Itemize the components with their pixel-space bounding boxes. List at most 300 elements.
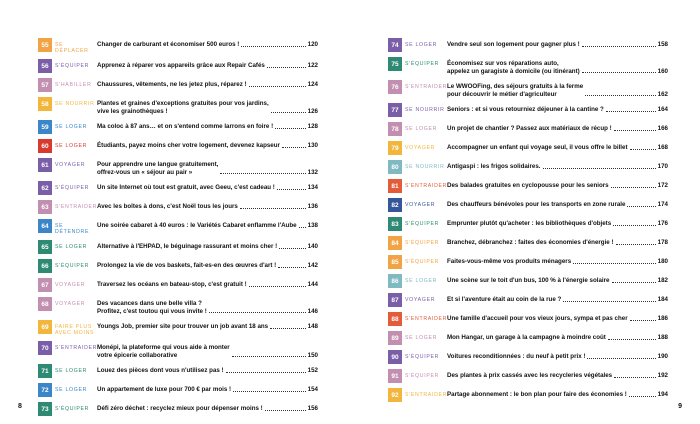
toc-entry [38, 158, 318, 176]
entry-page-number: 130 [307, 142, 318, 149]
entry-title [447, 353, 585, 361]
leader-dots [630, 149, 656, 150]
entry-title-text: Prolongez la vie de vos baskets, fait-es-en des œuvres d'art ! [97, 262, 277, 269]
entry-title [447, 220, 611, 228]
leader-dots [249, 86, 306, 87]
entry-title-line [97, 139, 318, 150]
entry-title-text: pour découvrir le métier d'agriculteur [447, 90, 557, 98]
toc-entry [38, 139, 318, 153]
toc-entry [388, 103, 668, 117]
entry-number-badge: 71 [38, 364, 52, 378]
leader-dots [277, 189, 306, 190]
leader-dots [220, 173, 305, 174]
entry-category: S'ÉQUIPER [405, 354, 440, 360]
entry-title [447, 182, 609, 190]
entry-title [447, 372, 612, 380]
entry-title-text: Youngs Job, premier site pour trouver un job avant 18 ans [97, 323, 269, 330]
toc-entry [388, 217, 668, 231]
entry-title-text: Une famille d'accueil pour vos vieux jours, sympa et pas cher [447, 315, 628, 322]
entry-page-number: 154 [307, 386, 318, 393]
entry-number-badge: 70 [38, 341, 52, 355]
entry-title-line [447, 57, 668, 75]
entry-page-number: 176 [657, 220, 668, 227]
entry-title [97, 405, 263, 413]
toc-entry [38, 297, 318, 315]
leader-dots [606, 111, 656, 112]
leader-dots [627, 206, 655, 207]
toc-entry [38, 383, 318, 397]
entry-title-text: Des vacances dans une belle villa ? [97, 300, 202, 307]
toc-right [388, 38, 668, 407]
entry-page-number: 170 [657, 163, 668, 170]
toc-entry [388, 312, 668, 326]
entry-category: VOYAGER [55, 162, 86, 168]
entry-title [447, 163, 541, 171]
entry-title-text: Plantes et graines d'exceptions gratuites pour vos jardins, [97, 100, 269, 107]
entry-title-line [447, 293, 668, 304]
toc-entry [388, 122, 668, 136]
entry-number-badge: 65 [38, 240, 52, 254]
entry-category: S'ÉQUIPER [55, 185, 90, 191]
leader-dots [612, 282, 656, 283]
entry-number-badge: 68 [38, 297, 52, 311]
entry-number-badge: 80 [388, 160, 402, 174]
entry-number-badge: 63 [38, 200, 52, 214]
entry-title-line [97, 181, 318, 192]
entry-title-text: Accompagner un enfant qui voyage seul, il vous offre le billet [447, 144, 628, 151]
entry-page-number: 182 [657, 277, 668, 284]
entry-title [447, 201, 625, 209]
entry-title [97, 281, 247, 289]
entry-title-line [97, 120, 318, 131]
entry-category: VOYAGER [55, 301, 86, 307]
entry-category: S'ÉQUIPER [405, 373, 440, 379]
entry-page-number: 162 [657, 90, 668, 98]
entry-page-number: 134 [307, 184, 318, 191]
leader-dots [582, 46, 656, 47]
entry-category: VOYAGER [405, 297, 436, 303]
entry-page-number: 158 [657, 41, 668, 48]
leader-dots [630, 320, 656, 321]
entry-category: SE NOURRIR [55, 101, 95, 107]
entry-title-line [447, 369, 668, 380]
toc-entry [388, 38, 668, 52]
entry-title-text: Louez des pièces dont vous n'utilisez pas ! [97, 367, 224, 374]
toc-entry [38, 97, 318, 115]
entry-category: VOYAGER [405, 145, 436, 151]
entry-title-text: Avec les boîtes à dons, c'est Noël tous les jours [97, 203, 238, 210]
entry-title [97, 123, 273, 131]
toc-entry [388, 255, 668, 269]
entry-title-text: Pour apprendre une langue gratuitement, [97, 161, 219, 168]
entry-title-text: Branchez, débranchez : faites des économies d'énergie ! [447, 239, 614, 246]
entry-number-badge: 76 [388, 80, 402, 94]
entry-number-badge: 86 [388, 274, 402, 288]
entry-number-badge: 66 [38, 259, 52, 273]
entry-title-line [97, 59, 318, 70]
toc-entry [388, 293, 668, 307]
entry-page-number: 150 [307, 351, 318, 359]
entry-title-line [447, 141, 668, 152]
entry-category: SE LOGER [405, 42, 438, 48]
entry-title-line [447, 179, 668, 190]
entry-title [447, 83, 583, 98]
entry-title-text: votre épicerie collaborative [97, 351, 178, 359]
entry-number-badge: 90 [388, 350, 402, 364]
entry-title-text: Et si l'aventure était au coin de la rue ? [447, 296, 562, 303]
entry-category: S'ENTRAIDER [405, 84, 448, 90]
entry-title-line [97, 200, 318, 211]
entry-title-text: Économisez sur vos réparations auto, [447, 60, 559, 67]
entry-category: SE LOGER [405, 335, 438, 341]
entry-title-text: vive les grainothèques ! [97, 107, 168, 115]
leader-dots [299, 227, 306, 228]
entry-page-number: 188 [657, 334, 668, 341]
leader-dots [573, 263, 656, 264]
entry-title [97, 100, 269, 115]
entry-page-number: 194 [657, 391, 668, 398]
entry-title-line [97, 320, 318, 331]
entry-category: SE NOURRIR [405, 164, 445, 170]
leader-dots [629, 396, 656, 397]
entry-title-line [447, 38, 668, 49]
entry-page-number: 152 [307, 367, 318, 374]
entry-title-line [97, 158, 318, 176]
entry-page-number: 128 [307, 123, 318, 130]
toc-entry [388, 350, 668, 364]
entry-title-text: Des plantes à prix cassés avec les recycleries végétales [447, 372, 613, 379]
leader-dots [209, 312, 306, 313]
entry-title [97, 323, 268, 331]
entry-title [97, 184, 275, 192]
toc-entry [38, 59, 318, 73]
entry-title-text: Alternative à l'EHPAD, le béguinage rassurant et moins cher ! [97, 243, 278, 250]
entry-title-text: Profitez, c'est toutou qui vous invite ! [97, 307, 207, 315]
toc-entry [388, 198, 668, 212]
leader-dots [275, 128, 306, 129]
entry-category: S'ÉQUIPER [405, 221, 440, 227]
toc-left [38, 38, 318, 421]
leader-dots [240, 208, 306, 209]
entry-page-number: 178 [657, 239, 668, 246]
leader-dots [587, 358, 655, 359]
entry-title-line [447, 350, 668, 361]
entry-number-badge: 85 [388, 255, 402, 269]
entry-title-text: Vendre seul son logement pour gagner plus ! [447, 41, 580, 48]
leader-dots [614, 130, 656, 131]
entry-number-badge: 56 [38, 59, 52, 73]
leader-dots [267, 67, 306, 68]
entry-title-line [447, 160, 668, 171]
toc-entry [388, 141, 668, 155]
toc-entry [38, 364, 318, 378]
entry-page-number: 166 [657, 125, 668, 132]
entry-category: S'ENTRAIDER [55, 204, 98, 210]
entry-title-line [97, 38, 318, 49]
entry-title-line [447, 236, 668, 247]
page-folio-right: 9 [678, 403, 682, 410]
leader-dots [616, 244, 656, 245]
entry-category: SE NOURRIR [405, 107, 445, 113]
entry-title [447, 144, 628, 152]
entry-category: SE LOGER [55, 387, 88, 393]
leader-dots [608, 339, 656, 340]
entry-title [97, 344, 230, 359]
entry-number-badge: 87 [388, 293, 402, 307]
leader-dots [241, 46, 305, 47]
entry-number-badge: 72 [38, 383, 52, 397]
entry-category: SE LOGER [55, 124, 88, 130]
entry-title [447, 391, 627, 399]
entry-title-text: Un site Internet où tout est gratuit, avec Geeu, c'est cadeau ! [97, 184, 275, 191]
entry-number-badge: 82 [388, 198, 402, 212]
entry-title-text: Ma coloc à 87 ans… et on s'entend comme larrons en foire ! [97, 123, 274, 130]
entry-page-number: 124 [307, 81, 318, 88]
entry-number-badge: 60 [38, 139, 52, 153]
entry-number-badge: 92 [388, 388, 402, 402]
toc-entry [388, 369, 668, 383]
entry-title [97, 367, 224, 375]
entry-number-badge: 62 [38, 181, 52, 195]
entry-title [447, 125, 612, 133]
entry-title [97, 300, 207, 315]
leader-dots [233, 391, 306, 392]
entry-title-line [447, 80, 668, 98]
entry-title-line [97, 341, 318, 359]
entry-category: SE DÉPLACER [55, 42, 89, 54]
entry-title-text: Une soirée cabaret à 40 euros : le Variétés Cabaret enflamme l'Aube [97, 222, 297, 229]
toc-entry [388, 80, 668, 98]
entry-title-line [97, 297, 318, 315]
entry-title-text: Partage abonnement : le bon plan pour faire des économies ! [447, 391, 627, 398]
entry-title [97, 262, 276, 270]
leader-dots [232, 356, 306, 357]
entry-title [447, 277, 610, 285]
entry-number-badge: 69 [38, 320, 52, 334]
entry-category: S'ÉQUIPER [405, 240, 440, 246]
entry-title-line [447, 217, 668, 228]
entry-title-line [97, 259, 318, 270]
entry-title-text: Emprunter plutôt qu'acheter : les bibliothèques d'objets [447, 220, 612, 227]
leader-dots [614, 377, 656, 378]
toc-entry [388, 160, 668, 174]
leader-dots [611, 187, 656, 188]
leader-dots [278, 267, 305, 268]
entry-number-badge: 67 [38, 278, 52, 292]
entry-title [447, 258, 571, 266]
entry-title-line [447, 388, 668, 399]
entry-number-badge: 58 [38, 97, 52, 111]
entry-category: S'ÉQUIPER [405, 259, 440, 265]
entry-title-text: Des chauffeurs bénévoles pour les transports en zone rurale [447, 201, 626, 208]
entry-title-text: offrez-vous un « séjour au pair » [97, 168, 193, 176]
entry-title-text: Traversez les océans en bateau-stop, c'est gratuit ! [97, 281, 247, 288]
entry-category: S'ENTRAIDER [405, 183, 448, 189]
toc-entry [388, 179, 668, 193]
entry-category: VOYAGER [55, 282, 86, 288]
entry-title [447, 296, 561, 304]
toc-entry [38, 240, 318, 254]
entry-title-line [97, 383, 318, 394]
entry-number-badge: 83 [388, 217, 402, 231]
entry-title-line [97, 364, 318, 375]
toc-entry [388, 331, 668, 345]
entry-category: SE LOGER [55, 368, 88, 374]
entry-number-badge: 89 [388, 331, 402, 345]
entry-number-badge: 81 [388, 179, 402, 193]
entry-title-text: Changer de carburant et économiser 500 euros ! [97, 41, 240, 48]
toc-entry [388, 57, 668, 75]
toc-entry [38, 259, 318, 273]
entry-number-badge: 91 [388, 369, 402, 383]
entry-page-number: 180 [657, 258, 668, 265]
entry-number-badge: 88 [388, 312, 402, 326]
toc-entry [38, 278, 318, 292]
entry-page-number: 186 [657, 315, 668, 322]
leader-dots [265, 410, 306, 411]
entry-page-number: 132 [307, 168, 318, 176]
entry-title-text: Une scène sur le toit d'un bus, 100 % à l'énergie solaire [447, 277, 610, 284]
entry-title-text: Antigaspi : les frigos solidaires. [447, 163, 541, 170]
entry-title [97, 142, 280, 150]
entry-category: FAIRE PLUS AVEC MOINS [55, 324, 95, 336]
toc-entry [38, 320, 318, 336]
entry-title-text: Étudiants, payez moins cher votre logement, devenez kapseur [97, 142, 280, 149]
toc-entry [38, 341, 318, 359]
leader-dots [249, 286, 306, 287]
entry-title [97, 222, 297, 230]
toc-entry [388, 388, 668, 402]
entry-title-line [97, 402, 318, 413]
entry-title-text: Seniors : et si vous retourniez déjeuner à la cantine ? [447, 106, 604, 113]
entry-page-number: 140 [307, 243, 318, 250]
entry-page-number: 148 [307, 323, 318, 330]
entry-number-badge: 77 [388, 103, 402, 117]
entry-category: S'ÉQUIPER [55, 263, 90, 269]
entry-title [447, 315, 628, 323]
leader-dots [226, 372, 306, 373]
entry-page-number: 164 [657, 106, 668, 113]
entry-title-line [447, 312, 668, 323]
entry-page-number: 168 [657, 144, 668, 151]
entry-title [447, 60, 580, 75]
entry-category: SE DÉTENDRE [55, 223, 90, 235]
entry-page-number: 192 [657, 372, 668, 379]
toc-entry [38, 402, 318, 416]
entry-title-text: Mon Hangar, un garage à la campagne à moindre coût [447, 334, 606, 341]
entry-number-badge: 57 [38, 78, 52, 92]
toc-entry [38, 200, 318, 214]
leader-dots [270, 328, 306, 329]
entry-page-number: 160 [657, 67, 668, 75]
entry-title [447, 41, 580, 49]
entry-page-number: 138 [307, 222, 318, 229]
entry-title [97, 161, 218, 176]
entry-title-line [447, 198, 668, 209]
entry-number-badge: 73 [38, 402, 52, 416]
leader-dots [279, 248, 306, 249]
entry-title [97, 203, 238, 211]
entry-title [97, 41, 239, 49]
entry-number-badge: 61 [38, 158, 52, 172]
toc-entry [38, 38, 318, 54]
entry-category: S'ENTRAIDER [405, 316, 448, 322]
entry-title-text: Apprenez à réparer vos appareils grâce aux Repair Cafés [97, 62, 265, 69]
entry-page-number: 146 [307, 307, 318, 315]
entry-title [97, 386, 231, 394]
entry-title [447, 106, 604, 114]
entry-number-badge: 55 [38, 38, 52, 52]
toc-entry [38, 120, 318, 134]
entry-title [97, 81, 247, 89]
leader-dots [282, 147, 306, 148]
entry-title-text: Le WWOOFing, des séjours gratuits à la ferme [447, 83, 584, 90]
toc-entry [388, 274, 668, 288]
entry-title-text: Faites-vous-même vos produits ménagers [447, 258, 572, 265]
entry-title [97, 243, 277, 251]
entry-title [447, 334, 606, 342]
toc-entry [38, 219, 318, 235]
right-page [350, 0, 700, 424]
entry-title-line [447, 255, 668, 266]
entry-title-text: Défi zéro déchet : recyclez mieux pour dépenser moins ! [97, 405, 263, 412]
entry-title-text: Chaussures, vêtements, ne les jetez plus, réparez ! [97, 81, 247, 88]
entry-page-number: 172 [657, 182, 668, 189]
entry-page-number: 144 [307, 281, 318, 288]
entry-category: S'ENTRAIDER [55, 345, 98, 351]
leader-dots [613, 225, 655, 226]
entry-title-line [447, 103, 668, 114]
entry-title-text: Un projet de chantier ? Passez aux matériaux de récup ! [447, 125, 612, 132]
entry-number-badge: 64 [38, 219, 52, 233]
entry-page-number: 120 [307, 41, 318, 48]
leader-dots [543, 168, 656, 169]
leader-dots [271, 112, 306, 113]
entry-page-number: 136 [307, 203, 318, 210]
entry-category: S'ÉQUIPER [55, 406, 90, 412]
entry-page-number: 174 [657, 201, 668, 208]
entry-page-number: 142 [307, 262, 318, 269]
entry-number-badge: 84 [388, 236, 402, 250]
entry-number-badge: 78 [388, 122, 402, 136]
entry-page-number: 190 [657, 353, 668, 360]
entry-page-number: 184 [657, 296, 668, 303]
entry-number-badge: 59 [38, 120, 52, 134]
toc-entry [38, 181, 318, 195]
toc-entry [388, 236, 668, 250]
entry-page-number: 156 [307, 405, 318, 412]
page-folio-left: 8 [18, 403, 22, 410]
entry-title-text: Un appartement de luxe pour 700 € par mois ! [97, 386, 232, 393]
entry-page-number: 126 [307, 107, 318, 115]
leader-dots [582, 72, 656, 73]
entry-title [447, 239, 614, 247]
entry-number-badge: 74 [388, 38, 402, 52]
entry-title-line [447, 122, 668, 133]
entry-title-text: Voitures reconditionnées : du neuf à petit prix ! [447, 353, 586, 360]
entry-category: VOYAGER [405, 202, 436, 208]
entry-category: SE LOGER [55, 143, 88, 149]
entry-title-line [97, 78, 318, 89]
entry-title-line [97, 240, 318, 251]
entry-category: SE LOGER [405, 278, 438, 284]
entry-title-text: Monépi, la plateforme qui vous aide à monter [97, 344, 230, 351]
entry-title-line [97, 278, 318, 289]
leader-dots [585, 95, 656, 96]
entry-number-badge: 79 [388, 141, 402, 155]
entry-title-text: Des balades gratuites en cyclopousse pour les seniors [447, 182, 609, 189]
entry-title-text: appelez un garagiste à domicile (ou itinérant) [447, 67, 580, 75]
